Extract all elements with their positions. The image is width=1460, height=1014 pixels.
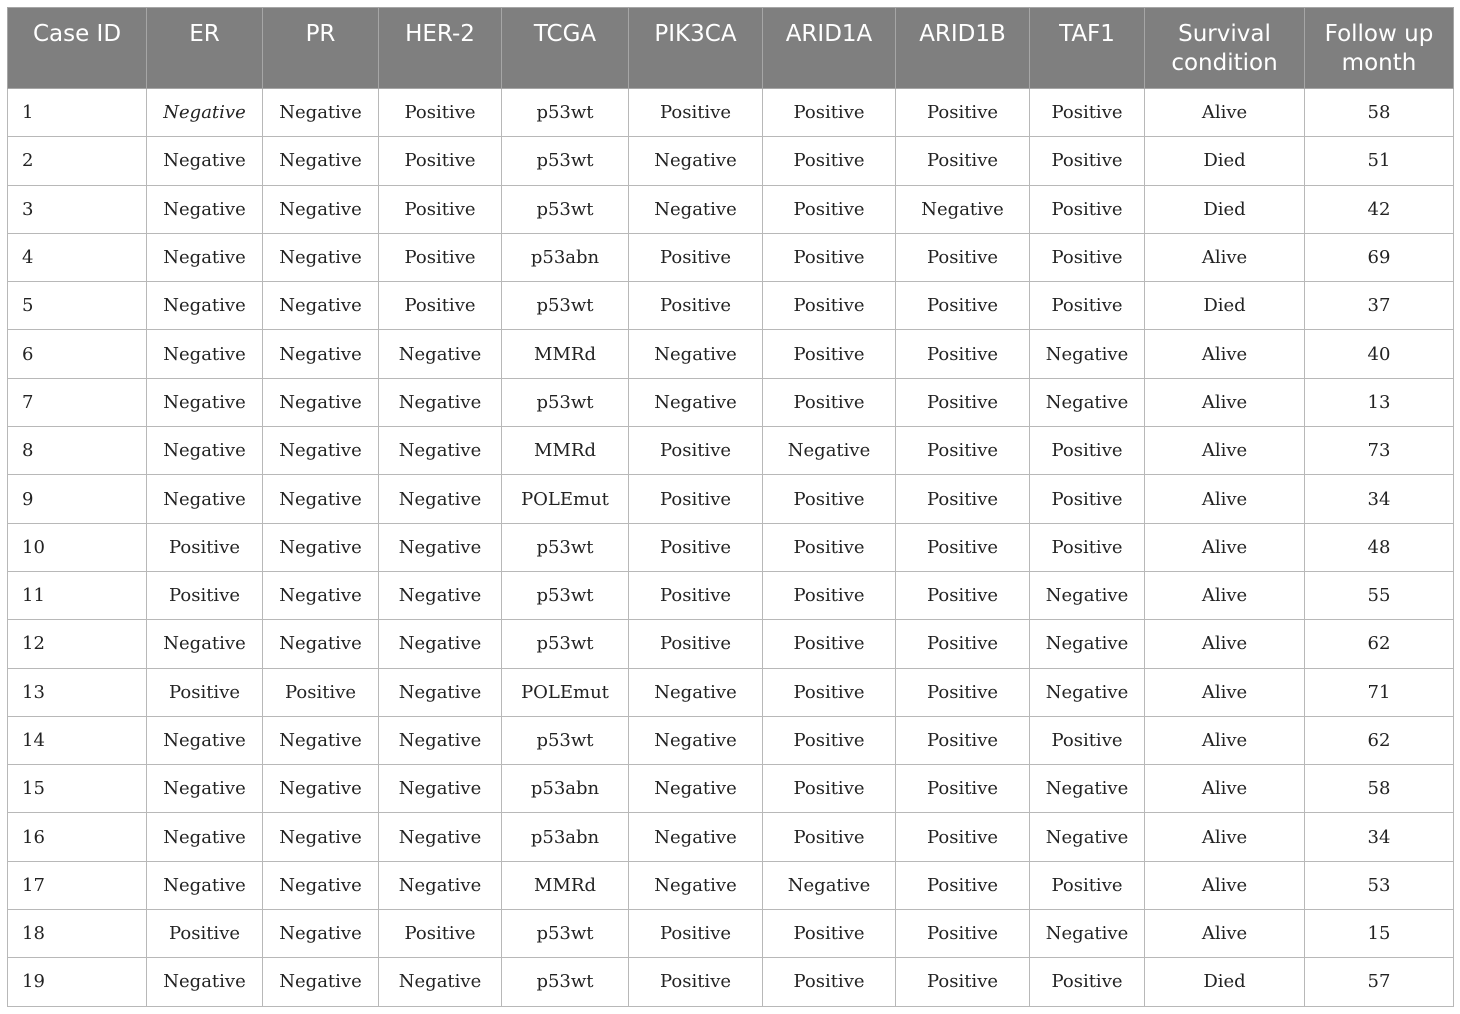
survival-condition-cell: Alive: [1145, 427, 1305, 475]
taf1-cell: Negative: [1030, 765, 1145, 813]
arid1b-cell: Positive: [896, 427, 1030, 475]
survival-condition-cell: Alive: [1145, 330, 1305, 378]
tcga-cell: p53wt: [502, 910, 629, 958]
table-row: [8, 475, 1454, 523]
her2-cell: Negative: [379, 620, 502, 668]
case-id-cell: 6: [8, 330, 147, 378]
er-cell: Negative: [147, 233, 263, 281]
pr-cell: Negative: [263, 861, 379, 909]
survival-condition-cell: Alive: [1145, 89, 1305, 137]
pik3ca-cell: Negative: [629, 137, 763, 185]
follow-up-month-cell: 55: [1305, 571, 1454, 619]
survival-condition-cell: Died: [1145, 958, 1305, 1006]
pr-cell: Negative: [263, 958, 379, 1006]
table-row: [8, 620, 1454, 668]
taf1-cell: Negative: [1030, 571, 1145, 619]
survival-condition-cell: Alive: [1145, 716, 1305, 764]
case-id-cell: 11: [8, 571, 147, 619]
arid1a-cell: Positive: [763, 765, 896, 813]
survival-condition-cell: Alive: [1145, 765, 1305, 813]
case-id-cell: 5: [8, 282, 147, 330]
case-id-cell: 17: [8, 861, 147, 909]
her2-cell: Positive: [379, 137, 502, 185]
table-row: [8, 765, 1454, 813]
survival-condition-cell: Alive: [1145, 523, 1305, 571]
er-cell: Negative: [147, 89, 263, 137]
tcga-cell: p53abn: [502, 813, 629, 861]
tcga-cell: POLEmut: [502, 668, 629, 716]
tcga-cell: MMRd: [502, 427, 629, 475]
arid1a-cell: Positive: [763, 475, 896, 523]
table-row: [8, 861, 1454, 909]
case-id-cell: 10: [8, 523, 147, 571]
table-row: [8, 813, 1454, 861]
arid1a-cell: Positive: [763, 330, 896, 378]
follow-up-month-cell: 57: [1305, 958, 1454, 1006]
pr-cell: Negative: [263, 620, 379, 668]
arid1b-cell: Positive: [896, 716, 1030, 764]
arid1b-cell: Positive: [896, 861, 1030, 909]
er-cell: Negative: [147, 137, 263, 185]
taf1-cell: Positive: [1030, 185, 1145, 233]
table-row: [8, 330, 1454, 378]
case-id-cell: 8: [8, 427, 147, 475]
er-cell: Negative: [147, 813, 263, 861]
tcga-cell: MMRd: [502, 861, 629, 909]
header-her2: HER-2: [379, 8, 502, 89]
pik3ca-cell: Negative: [629, 861, 763, 909]
table-row: [8, 89, 1454, 137]
taf1-cell: Positive: [1030, 475, 1145, 523]
arid1b-cell: Positive: [896, 330, 1030, 378]
her2-cell: Negative: [379, 571, 502, 619]
arid1b-cell: Positive: [896, 475, 1030, 523]
pik3ca-cell: Positive: [629, 523, 763, 571]
tcga-cell: p53wt: [502, 89, 629, 137]
arid1b-cell: Positive: [896, 668, 1030, 716]
follow-up-month-cell: 62: [1305, 620, 1454, 668]
pik3ca-cell: Positive: [629, 620, 763, 668]
arid1b-cell: Positive: [896, 89, 1030, 137]
follow-up-month-cell: 51: [1305, 137, 1454, 185]
pik3ca-cell: Negative: [629, 185, 763, 233]
pik3ca-cell: Negative: [629, 378, 763, 426]
follow-up-month-cell: 34: [1305, 475, 1454, 523]
taf1-cell: Positive: [1030, 716, 1145, 764]
pr-cell: Negative: [263, 813, 379, 861]
pr-cell: Negative: [263, 571, 379, 619]
tcga-cell: p53wt: [502, 958, 629, 1006]
pr-cell: Negative: [263, 185, 379, 233]
arid1a-cell: Positive: [763, 620, 896, 668]
taf1-cell: Positive: [1030, 89, 1145, 137]
follow-up-month-cell: 15: [1305, 910, 1454, 958]
table-row: [8, 137, 1454, 185]
table-row: [8, 668, 1454, 716]
tcga-cell: p53wt: [502, 716, 629, 764]
case-id-cell: 15: [8, 765, 147, 813]
case-id-cell: 3: [8, 185, 147, 233]
table-row: [8, 910, 1454, 958]
table-header-row: [8, 8, 1454, 89]
arid1a-cell: Positive: [763, 137, 896, 185]
table-row: [8, 282, 1454, 330]
tcga-cell: p53wt: [502, 282, 629, 330]
pr-cell: Negative: [263, 475, 379, 523]
tcga-cell: MMRd: [502, 330, 629, 378]
follow-up-month-cell: 34: [1305, 813, 1454, 861]
taf1-cell: Positive: [1030, 523, 1145, 571]
arid1a-cell: Positive: [763, 813, 896, 861]
case-id-cell: 18: [8, 910, 147, 958]
taf1-cell: Negative: [1030, 813, 1145, 861]
pr-cell: Negative: [263, 233, 379, 281]
survival-condition-cell: Alive: [1145, 910, 1305, 958]
case-id-cell: 9: [8, 475, 147, 523]
header-pik3ca: PIK3CA: [629, 8, 763, 89]
arid1b-cell: Positive: [896, 813, 1030, 861]
survival-condition-cell: Alive: [1145, 668, 1305, 716]
case-id-cell: 1: [8, 89, 147, 137]
arid1b-cell: Positive: [896, 137, 1030, 185]
taf1-cell: Negative: [1030, 330, 1145, 378]
pik3ca-cell: Positive: [629, 958, 763, 1006]
header-er: ER: [147, 8, 263, 89]
pik3ca-cell: Negative: [629, 716, 763, 764]
taf1-cell: Negative: [1030, 910, 1145, 958]
survival-condition-cell: Alive: [1145, 571, 1305, 619]
case-id-cell: 19: [8, 958, 147, 1006]
table-row: [8, 958, 1454, 1006]
er-cell: Negative: [147, 958, 263, 1006]
arid1b-cell: Positive: [896, 910, 1030, 958]
tcga-cell: p53wt: [502, 571, 629, 619]
table-row: [8, 233, 1454, 281]
pr-cell: Negative: [263, 427, 379, 475]
taf1-cell: Negative: [1030, 668, 1145, 716]
survival-condition-cell: Alive: [1145, 378, 1305, 426]
arid1b-cell: Positive: [896, 620, 1030, 668]
pik3ca-cell: Positive: [629, 427, 763, 475]
case-id-cell: 14: [8, 716, 147, 764]
er-cell: Negative: [147, 475, 263, 523]
follow-up-month-cell: 62: [1305, 716, 1454, 764]
her2-cell: Positive: [379, 185, 502, 233]
table-row: [8, 427, 1454, 475]
arid1b-cell: Positive: [896, 958, 1030, 1006]
arid1b-cell: Positive: [896, 571, 1030, 619]
arid1b-cell: Positive: [896, 765, 1030, 813]
pr-cell: Negative: [263, 137, 379, 185]
header-arid1b: ARID1B: [896, 8, 1030, 89]
pr-cell: Negative: [263, 716, 379, 764]
arid1b-cell: Positive: [896, 523, 1030, 571]
arid1a-cell: Positive: [763, 668, 896, 716]
pr-cell: Negative: [263, 910, 379, 958]
taf1-cell: Negative: [1030, 378, 1145, 426]
arid1b-cell: Positive: [896, 282, 1030, 330]
er-cell: Negative: [147, 427, 263, 475]
her2-cell: Positive: [379, 910, 502, 958]
taf1-cell: Positive: [1030, 958, 1145, 1006]
er-cell: Negative: [147, 378, 263, 426]
her2-cell: Negative: [379, 523, 502, 571]
follow-up-month-cell: 37: [1305, 282, 1454, 330]
her2-cell: Positive: [379, 233, 502, 281]
arid1a-cell: Positive: [763, 233, 896, 281]
arid1b-cell: Positive: [896, 233, 1030, 281]
taf1-cell: Positive: [1030, 861, 1145, 909]
table-row: [8, 378, 1454, 426]
table-row: [8, 185, 1454, 233]
tcga-cell: p53abn: [502, 765, 629, 813]
pr-cell: Positive: [263, 668, 379, 716]
case-id-cell: 2: [8, 137, 147, 185]
her2-cell: Negative: [379, 716, 502, 764]
arid1a-cell: Positive: [763, 89, 896, 137]
her2-cell: Negative: [379, 958, 502, 1006]
header-tcga: TCGA: [502, 8, 629, 89]
follow-up-month-cell: 58: [1305, 89, 1454, 137]
follow-up-month-cell: 71: [1305, 668, 1454, 716]
er-cell: Positive: [147, 668, 263, 716]
follow-up-month-cell: 48: [1305, 523, 1454, 571]
case-id-cell: 4: [8, 233, 147, 281]
header-taf1: TAF1: [1030, 8, 1145, 89]
tcga-cell: p53wt: [502, 137, 629, 185]
case-id-cell: 12: [8, 620, 147, 668]
arid1b-cell: Negative: [896, 185, 1030, 233]
table-body: [8, 89, 1454, 1007]
tcga-cell: p53abn: [502, 233, 629, 281]
follow-up-month-cell: 73: [1305, 427, 1454, 475]
her2-cell: Negative: [379, 861, 502, 909]
er-cell: Positive: [147, 523, 263, 571]
er-cell: Negative: [147, 185, 263, 233]
pik3ca-cell: Negative: [629, 813, 763, 861]
survival-condition-cell: Died: [1145, 185, 1305, 233]
case-id-cell: 7: [8, 378, 147, 426]
arid1a-cell: Positive: [763, 523, 896, 571]
her2-cell: Negative: [379, 378, 502, 426]
her2-cell: Positive: [379, 282, 502, 330]
tcga-cell: p53wt: [502, 620, 629, 668]
follow-up-month-cell: 40: [1305, 330, 1454, 378]
er-cell: Negative: [147, 861, 263, 909]
pr-cell: Negative: [263, 330, 379, 378]
arid1a-cell: Negative: [763, 861, 896, 909]
er-cell: Negative: [147, 282, 263, 330]
pik3ca-cell: Positive: [629, 282, 763, 330]
her2-cell: Negative: [379, 475, 502, 523]
pik3ca-cell: Negative: [629, 765, 763, 813]
pik3ca-cell: Positive: [629, 233, 763, 281]
pr-cell: Negative: [263, 378, 379, 426]
header-case-id: Case ID: [8, 8, 147, 89]
pik3ca-cell: Positive: [629, 475, 763, 523]
header-pr: PR: [263, 8, 379, 89]
survival-condition-cell: Alive: [1145, 620, 1305, 668]
taf1-cell: Positive: [1030, 137, 1145, 185]
er-cell: Negative: [147, 330, 263, 378]
tcga-cell: p53wt: [502, 378, 629, 426]
pik3ca-cell: Negative: [629, 668, 763, 716]
survival-condition-cell: Alive: [1145, 475, 1305, 523]
follow-up-month-cell: 58: [1305, 765, 1454, 813]
tcga-cell: POLEmut: [502, 475, 629, 523]
pr-cell: Negative: [263, 282, 379, 330]
table-row: [8, 571, 1454, 619]
her2-cell: Negative: [379, 813, 502, 861]
tcga-cell: p53wt: [502, 185, 629, 233]
er-cell: Negative: [147, 620, 263, 668]
er-cell: Negative: [147, 765, 263, 813]
survival-condition-cell: Died: [1145, 137, 1305, 185]
her2-cell: Negative: [379, 765, 502, 813]
arid1a-cell: Positive: [763, 185, 896, 233]
case-table: [7, 7, 1454, 1007]
her2-cell: Negative: [379, 330, 502, 378]
case-id-cell: 16: [8, 813, 147, 861]
pr-cell: Negative: [263, 523, 379, 571]
header-arid1a: ARID1A: [763, 8, 896, 89]
survival-condition-cell: Alive: [1145, 233, 1305, 281]
pr-cell: Negative: [263, 89, 379, 137]
pik3ca-cell: Negative: [629, 330, 763, 378]
follow-up-month-cell: 42: [1305, 185, 1454, 233]
her2-cell: Negative: [379, 668, 502, 716]
survival-condition-cell: Died: [1145, 282, 1305, 330]
taf1-cell: Negative: [1030, 620, 1145, 668]
case-table-container: [7, 7, 1453, 1007]
follow-up-month-cell: 69: [1305, 233, 1454, 281]
header-follow-up-month: Follow up month: [1305, 8, 1454, 89]
taf1-cell: Positive: [1030, 427, 1145, 475]
follow-up-month-cell: 53: [1305, 861, 1454, 909]
pr-cell: Negative: [263, 765, 379, 813]
tcga-cell: p53wt: [502, 523, 629, 571]
er-cell: Positive: [147, 571, 263, 619]
arid1a-cell: Positive: [763, 716, 896, 764]
arid1a-cell: Negative: [763, 427, 896, 475]
arid1a-cell: Positive: [763, 958, 896, 1006]
table-row: [8, 523, 1454, 571]
pik3ca-cell: Positive: [629, 89, 763, 137]
case-id-cell: 13: [8, 668, 147, 716]
er-cell: Negative: [147, 716, 263, 764]
arid1a-cell: Positive: [763, 378, 896, 426]
arid1a-cell: Positive: [763, 571, 896, 619]
survival-condition-cell: Alive: [1145, 861, 1305, 909]
follow-up-month-cell: 13: [1305, 378, 1454, 426]
her2-cell: Positive: [379, 89, 502, 137]
taf1-cell: Positive: [1030, 233, 1145, 281]
her2-cell: Negative: [379, 427, 502, 475]
arid1a-cell: Positive: [763, 282, 896, 330]
header-survival-condition: Survival condition: [1145, 8, 1305, 89]
arid1a-cell: Positive: [763, 910, 896, 958]
pik3ca-cell: Positive: [629, 571, 763, 619]
taf1-cell: Positive: [1030, 282, 1145, 330]
table-row: [8, 716, 1454, 764]
pik3ca-cell: Positive: [629, 910, 763, 958]
er-cell: Positive: [147, 910, 263, 958]
survival-condition-cell: Alive: [1145, 813, 1305, 861]
arid1b-cell: Positive: [896, 378, 1030, 426]
